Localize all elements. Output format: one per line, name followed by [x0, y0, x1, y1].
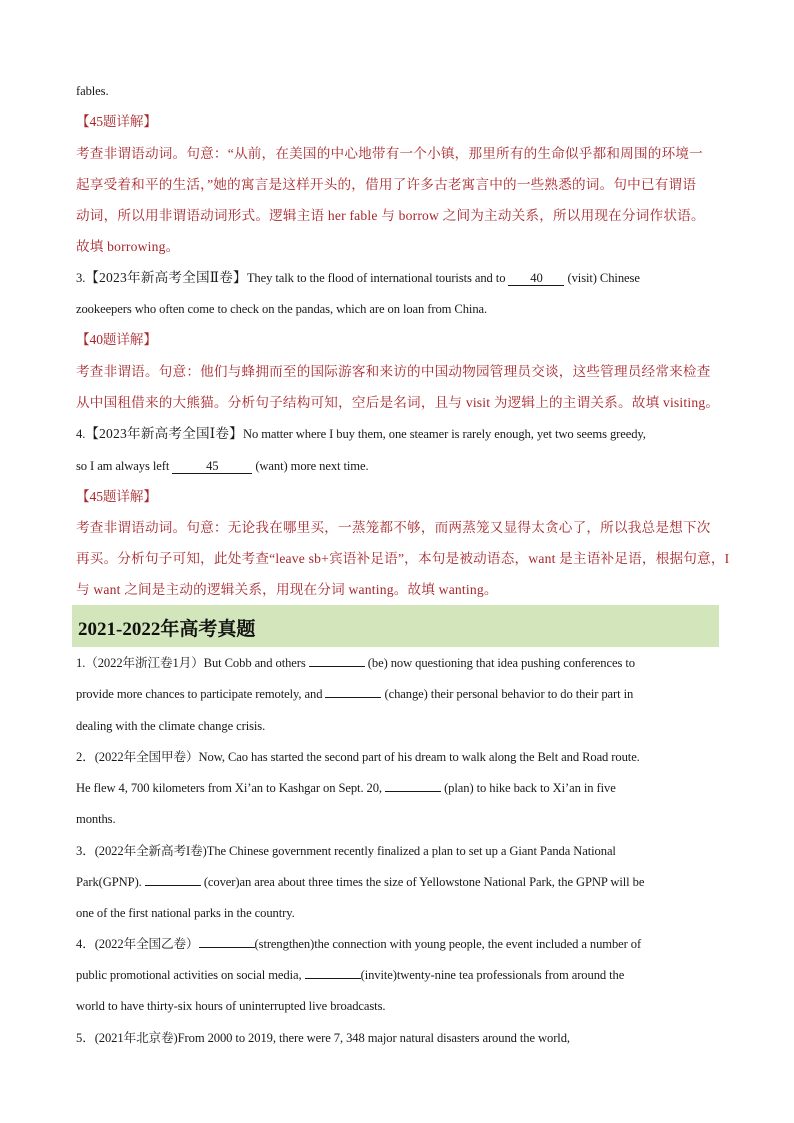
- section-title: 2021-2022年高考真题: [78, 619, 256, 640]
- question-text: dealing with the climate change crisis.: [76, 719, 266, 733]
- answer-blank: [145, 885, 201, 886]
- question-text: (want) more next time.: [252, 459, 369, 473]
- question-number: 3.: [76, 271, 86, 285]
- question-text: (invite)twenty-nine tea professionals from around the: [360, 968, 625, 982]
- exercise-1: [76, 654, 736, 672]
- exercise-3: 3．(2022年全新高考I卷)The Chinese government recently finalized a plan to set up a Giant Panda National: [76, 844, 616, 858]
- question-text: (be) now questioning that idea pushing conferences to: [364, 656, 635, 670]
- question-source: 【2023年新高考全国Ⅱ卷】: [85, 270, 247, 285]
- question-text: (strengthen)the connection with young people, the event included a number of: [254, 937, 642, 951]
- question-text: (change) their personal behavior to do their part in: [381, 687, 634, 701]
- question-text: 1.（2022年浙江卷1月）But Cobb and others: [76, 656, 309, 670]
- answer-blank: 40: [508, 271, 564, 286]
- answer-header: 【45题详解】: [76, 114, 157, 129]
- answer-text: 考查非谓语。句意：他们与蜂拥而至的国际游客和来访的中国动物园管理员交谈，这些管理员经常来检查: [76, 364, 711, 379]
- section-banner: [72, 605, 719, 647]
- answer-text: 故填 borrowing。: [76, 239, 180, 254]
- exercise-4-line-2: [76, 966, 736, 984]
- question-text: 4．(2022年全国乙卷）: [76, 937, 199, 951]
- question-number: 4.: [76, 427, 86, 441]
- text-line: fables.: [76, 84, 109, 98]
- answer-blank: [385, 791, 441, 792]
- question-4-line-2: [76, 457, 736, 475]
- answer-text: 起享受着和平的生活，”她的寓言是这样开头的，借用了许多古老寓言中的一些熟悉的词。句中已有谓语: [76, 177, 697, 192]
- answer-blank: [309, 666, 365, 667]
- question-text: (plan) to hike back to Xi’an in five: [441, 781, 616, 795]
- answer-text: 考查非谓语动词。句意：无论我在哪里买，一蒸笼都不够，而两蒸笼又显得太贪心了，所以我总是想下次: [76, 520, 711, 535]
- question-text: provide more chances to participate remotely, and: [76, 687, 326, 701]
- question-text: so I am always left: [76, 459, 173, 473]
- question-3: [76, 269, 736, 287]
- answer-text: 从中国租借来的大熊猫。分析句子结构可知，空后是名词，且与 visit 为逻辑上的主谓关系。故填 visiting。: [76, 395, 720, 410]
- answer-blank: [305, 978, 361, 979]
- question-text: one of the first national parks in the country.: [76, 906, 295, 920]
- question-text: public promotional activities on social media,: [76, 968, 305, 982]
- question-4: [76, 425, 736, 443]
- answer-blank: [325, 697, 381, 698]
- question-text: (cover)an area about three times the size of Yellowstone National Park, the GPNP will be: [200, 875, 645, 889]
- answer-text: 考查非谓语动词。句意：“从前，在美国的中心地带有一个小镇，那里所有的生命似乎都和周围的环境一: [76, 146, 703, 161]
- answer-blank: 45: [172, 459, 252, 474]
- question-text: No matter where I buy them, one steamer is rarely enough, yet two seems greedy,: [242, 427, 646, 441]
- exercise-1-line-2: [76, 685, 736, 703]
- question-text: months.: [76, 812, 116, 826]
- answer-text: 再买。分析句子可知，此处考查“leave sb+宾语补足语”，本句是被动语态，want 是主语补足语，根据句意，I: [76, 551, 730, 566]
- answer-header: 【45题详解】: [76, 489, 157, 504]
- answer-blank: [199, 947, 255, 948]
- question-text: world to have thirty-six hours of uninterrupted live broadcasts.: [76, 999, 386, 1013]
- question-source: 【2023年新高考全国Ⅰ卷】: [85, 426, 243, 441]
- exercise-5: 5．(2021年北京卷)From 2000 to 2019, there were 7, 348 major natural disasters around the world,: [76, 1031, 570, 1045]
- question-text: They talk to the flood of international tourists and to: [246, 271, 509, 285]
- exercise-3-line-2: [76, 873, 736, 891]
- exercise-2-line-2: [76, 779, 736, 797]
- answer-header: 【40题详解】: [76, 332, 157, 347]
- question-text: (visit) Chinese: [564, 271, 640, 285]
- answer-text: 与 want 之间是主动的逻辑关系，用现在分词 wanting。故填 wanting。: [76, 582, 498, 597]
- answer-text: 动词，所以用非谓语动词形式。逻辑主语 her fable 与 borrow 之间为主动关系，所以用现在分词作状语。: [76, 208, 705, 223]
- question-text: He flew 4, 700 kilometers from Xi’an to Kashgar on Sept. 20,: [76, 781, 386, 795]
- question-text: Park(GPNP).: [76, 875, 145, 889]
- exercise-4: [76, 935, 736, 953]
- exercise-2: 2．(2022年全国甲卷）Now, Cao has started the second part of his dream to walk along the Belt and Road route.: [76, 750, 640, 764]
- question-text: zookeepers who often come to check on the pandas, which are on loan from China.: [76, 302, 488, 316]
